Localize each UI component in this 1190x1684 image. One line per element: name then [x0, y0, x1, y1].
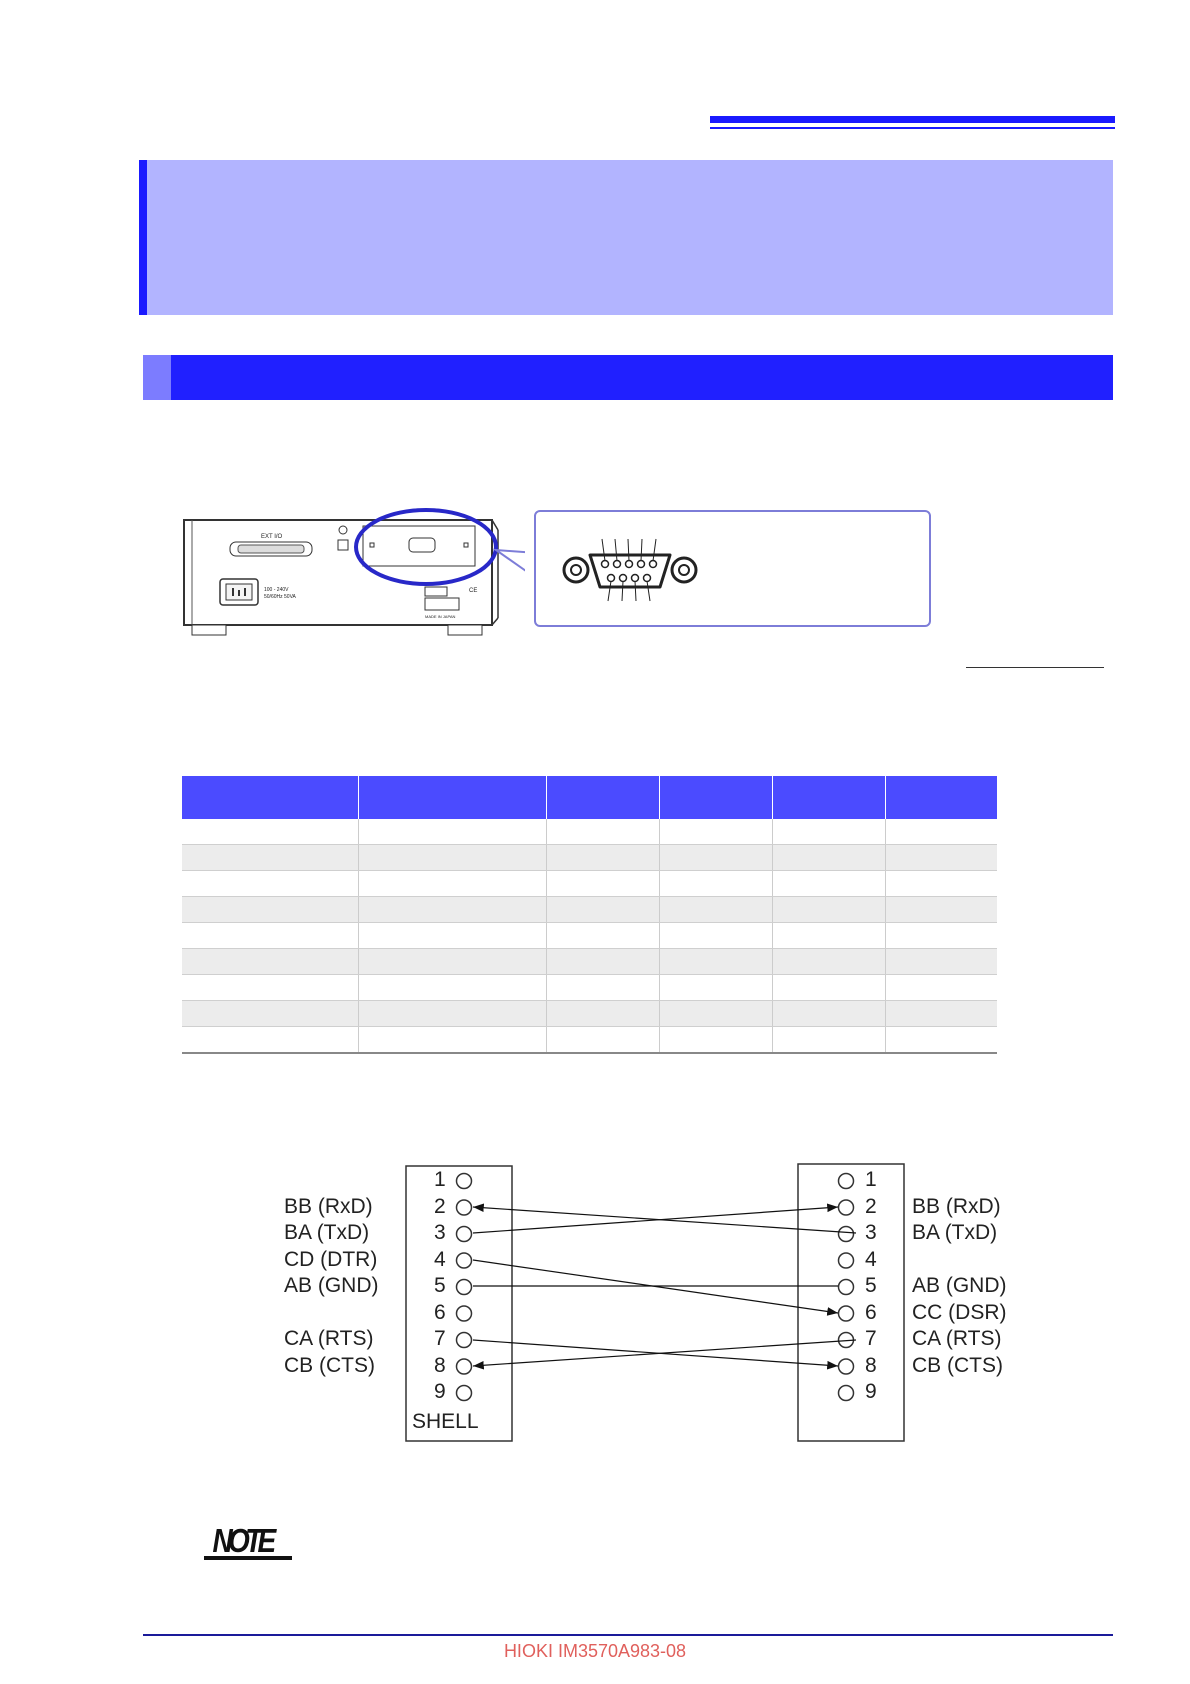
right-pin-number: 1 — [865, 1168, 877, 1191]
left-pin-circle — [457, 1333, 472, 1348]
footer-rule — [143, 1634, 1113, 1636]
right-pin-circle — [839, 1306, 854, 1321]
left-pin-circle — [457, 1227, 472, 1242]
left-pin-circle — [457, 1359, 472, 1374]
right-signal-label: AB (GND) — [912, 1274, 1007, 1297]
right-pin-circle — [839, 1280, 854, 1295]
right-pin-number: 9 — [865, 1380, 877, 1403]
frequency-rating-label: 50/60Hz 50VA — [264, 594, 296, 600]
left-pin-circle — [457, 1200, 472, 1215]
left-signal-label: CB (CTS) — [284, 1353, 375, 1377]
ce-mark: CE — [469, 588, 478, 594]
power-rating-label: 100 - 240V — [264, 587, 289, 593]
made-in-label: MADE IN JAPAN — [425, 614, 456, 619]
left-pin-number: 4 — [434, 1247, 446, 1271]
footer-text: HIOKI IM3570A983-08 — [503, 1641, 687, 1661]
right-signal-label: CB (CTS) — [912, 1353, 1003, 1377]
right-pin-circle — [839, 1359, 854, 1374]
left-signal-label: AB (GND) — [284, 1274, 379, 1297]
left-pin-circle — [457, 1174, 472, 1189]
left-pin-number: 6 — [434, 1300, 446, 1324]
right-pin-number: 8 — [865, 1353, 877, 1377]
note-icon — [204, 1522, 294, 1562]
left-pin-number: 1 — [434, 1168, 446, 1191]
left-signal-label: BA (TxD) — [284, 1221, 370, 1244]
left-pin-number: 3 — [434, 1221, 446, 1244]
left-shell-label: SHELL — [412, 1410, 479, 1433]
right-pin-number: 7 — [865, 1327, 877, 1350]
left-signal-label: CD (DTR) — [284, 1247, 378, 1271]
right-pin-circle — [839, 1174, 854, 1189]
left-pin-number: 7 — [434, 1327, 446, 1350]
right-pin-number: 3 — [865, 1221, 877, 1244]
right-pin-circle — [839, 1386, 854, 1401]
right-signal-label: BA (TxD) — [912, 1221, 998, 1244]
right-signal-label: CC (DSR) — [912, 1300, 1007, 1324]
left-pin-number: 9 — [434, 1380, 446, 1403]
note-label: NOTE — [212, 1522, 277, 1560]
left-signal-label: CA (RTS) — [284, 1327, 374, 1350]
right-pin-number: 6 — [865, 1300, 877, 1324]
left-pin-circle — [457, 1280, 472, 1295]
left-pin-circle — [457, 1253, 472, 1268]
left-pin-number: 8 — [434, 1353, 446, 1377]
left-pin-number: 5 — [434, 1274, 446, 1297]
right-pin-circle — [839, 1227, 854, 1242]
right-signal-label: CA (RTS) — [912, 1327, 1002, 1350]
left-pin-number: 2 — [434, 1194, 446, 1218]
right-pin-number: 4 — [865, 1247, 877, 1271]
left-pin-circle — [457, 1306, 472, 1321]
right-pin-circle — [839, 1253, 854, 1268]
left-pin-circle — [457, 1386, 472, 1401]
right-pin-number: 5 — [865, 1274, 877, 1297]
right-pin-number: 2 — [865, 1194, 877, 1218]
left-signal-label: BB (RxD) — [284, 1194, 373, 1218]
right-pin-circle — [839, 1200, 854, 1215]
right-signal-label: BB (RxD) — [912, 1194, 1001, 1218]
ext-io-label: EXT I/O — [261, 534, 283, 540]
